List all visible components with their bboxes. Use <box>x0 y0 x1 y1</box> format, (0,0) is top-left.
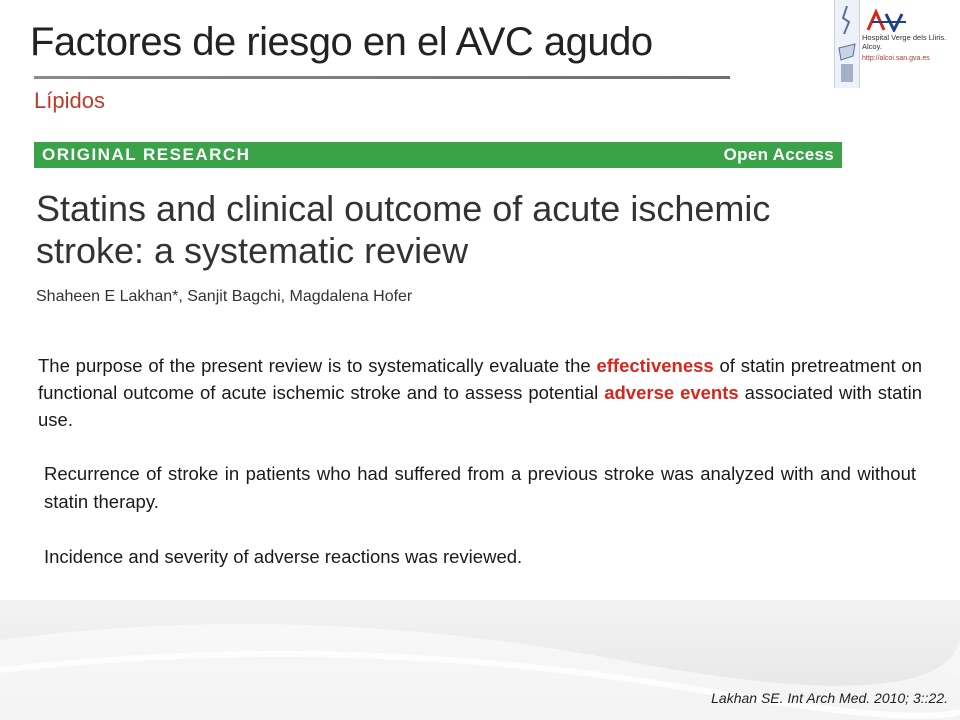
purpose-paragraph <box>38 352 922 433</box>
purpose-text-1: The purpose of the present review is to systematically evaluate the <box>38 355 597 376</box>
citation: Lakhan SE. Int Arch Med. 2010; 3::22. <box>711 690 948 706</box>
purpose-text-3: associated with statin use. <box>38 382 923 430</box>
title-divider <box>34 76 730 79</box>
slide-subtitle: Lípidos <box>34 88 105 113</box>
caduceus-icon <box>835 0 859 88</box>
hospital-name: Hospital Verge dels Lliris. Alcoy. <box>862 33 947 51</box>
article-title: Statins and clinical outcome of acute ischemic stroke: a systematic review <box>36 188 771 271</box>
article-banner <box>34 142 842 168</box>
highlight-effectiveness: effectiveness <box>596 355 714 376</box>
purpose-text-2: of statin pretreatment on functional outcome of acute ischemic stroke and to assess potential <box>38 355 923 403</box>
incidence-paragraph: Incidence and severity of adverse reactions was reviewed. <box>44 546 523 567</box>
logo-strip <box>834 0 860 88</box>
banner-label-open-access: Open Access <box>723 145 834 164</box>
article-authors: Shaheen E Lakhan*, Sanjit Bagchi, Magdalena Hofer <box>36 288 413 305</box>
banner-label-original-research: ORIGINAL RESEARCH <box>42 145 251 164</box>
hospital-url[interactable]: http://alcoi.san.gva.es <box>862 55 930 62</box>
highlight-adverse-events: adverse events <box>604 382 739 403</box>
hospital-logo <box>866 8 912 32</box>
recurrence-paragraph: Recurrence of stroke in patients who had suffered from a previous stroke was analyzed with and without statin therapy. <box>44 463 916 512</box>
slide-title: Factores de riesgo en el AVC agudo <box>30 20 653 64</box>
